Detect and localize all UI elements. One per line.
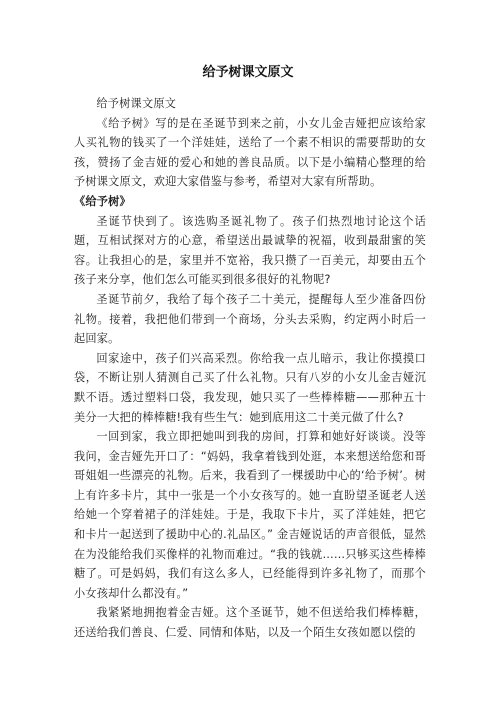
article-subtitle: 给予树课文原文 [96, 97, 177, 110]
paragraph: 我紧紧地拥抱着金吉娅。这个圣诞节，她不但送给我们棒棒糖，还送给我们善良、仁爱、同情和体贴，以及一个陌生女孩如愿以偿的 [74, 606, 426, 640]
article-body [74, 94, 426, 643]
article-intro: 《给予树》写的是在圣诞节到来之前，小女儿金吉娅把应该给家人买礼物的钱买了一个洋娃娃，送给了一个素不相识的需要帮助的女孩，赞扬了金吉娅的爱心和她的善良品质。以下是小编精心整理的给予树课文原文，欢迎大家借鉴与参考，希望对大家有所帮助。 [74, 116, 426, 189]
paragraph: 一回到家，我立即把她叫到我的房间，打算和她好好谈谈。没等我问，金吉娅先开口了：“妈妈，我拿着钱到处逛，本来想送给您和哥哥姐姐一些漂亮的礼物。后来，我看到了一棵援助中心的‘给予树’。树上有许多卡片，其中一张是一个小女孩写的。她一直盼望圣诞老人送给她一个穿着裙子的洋娃娃。于是，我取下卡片，买了洋娃娃，把它和卡片一起送到了援助中心的.礼品区。” 金吉娅说话的声音很低，显然在为没能给我们买像样的礼物而难过。“我的钱就……只够买这些棒棒糖了。可是妈妈，我们有这么多人，已经能得到许多礼物了，而那个小女孩却什么都没有。” [74, 430, 426, 600]
paragraph: 回家途中，孩子们兴高采烈。你给我一点儿暗示，我让你摸摸口袋，不断让别人猜测自己买了什么礼物。只有八岁的小女儿金吉娅沉默不语。透过塑料口袋，我发现，她只买了一些棒棒糖——那种五十美分一大把的棒棒糖!我有些生气：她到底用这二十美元做了什么? [74, 351, 426, 424]
section-heading: 《给予树》 [74, 194, 131, 208]
paragraph: 圣诞节前夕，我给了每个孩子二十美元，提醒每人至少准备四份礼物。接着，我把他们带到一个商场，分头去采购，约定两小时后一起回家。 [74, 292, 426, 346]
page-title: 给予树课文原文 [202, 65, 294, 80]
paragraph: 圣诞节快到了。该选购圣诞礼物了。孩子们热烈地讨论这个话题，互相试探对方的心意，希望送出最诚挚的祝福，收到最甜蜜的笑容。让我担心的是，家里并不宽裕，我只攒了一百美元，却要由五个孩子来分享，他们怎么可能买到很多很好的礼物呢? [74, 214, 426, 287]
